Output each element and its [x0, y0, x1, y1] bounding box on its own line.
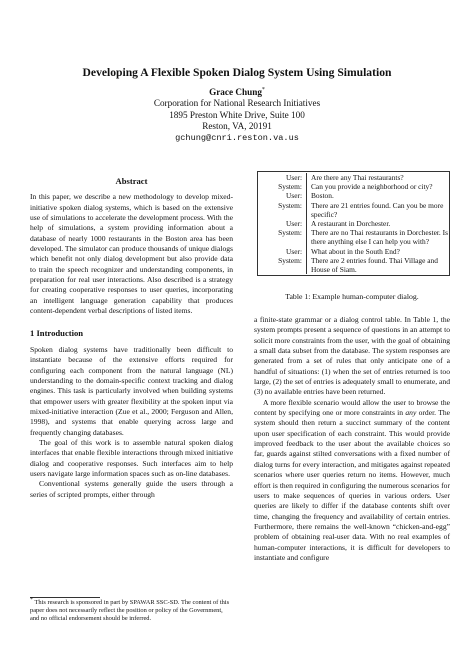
dialog-table-body	[258, 173, 449, 274]
dialog-speaker: System:	[258, 201, 307, 219]
dialog-table	[257, 171, 450, 276]
abstract-text: In this paper, we describe a new methodology to develop mixed-initiative spoken dialog systems, which is based on the extensive use of simulations to accelerate the development process. With the help of simulations, a system providing information about a database of nearly 1000 restaurants in the Boston area has been developed. The simulator can produce thousands of unique dialogs which benefit not only dialog development but also provide data to train the speech recognizer and understanding components, in preparation for real user interactions. Also described is a strategy for creating cooperative responses to user queries, incorporating an intelligent language generation capability that produces content-dependent verbal descriptions of listed items.	[30, 192, 233, 316]
dialog-row	[258, 173, 449, 182]
author-address-line2: Reston, VA, 20191	[202, 121, 272, 132]
right-paragraph-2	[254, 398, 450, 564]
dialog-speaker: System:	[258, 228, 307, 246]
dialog-speaker: User:	[258, 173, 307, 182]
abstract-heading: Abstract	[115, 176, 148, 186]
footnote-marker: *	[30, 596, 33, 603]
dialog-speaker: System:	[258, 256, 307, 274]
footnote-rule	[30, 597, 100, 598]
right-paragraph-2-emphasis: any	[405, 408, 417, 418]
dialog-row	[258, 256, 449, 274]
dialog-utterance: Can you provide a neighborhood or city?	[311, 182, 433, 192]
intro-paragraph-1: Spoken dialog systems have traditionally been difficult to instantiate because of the extensive efforts required for configuring each component from the natural language (NL) understanding to the domain-specific context tracking and dialog engines. This task is particularly involved when building systems that empower users with greater flexibility at the spoken input via mixed-initiative interaction (Zue et al., 2000; Ferguson and Allen, 1998), and systems that enable querying across large and frequently changing databases.	[30, 344, 233, 437]
dialog-speaker: User:	[258, 191, 307, 200]
dialog-row	[258, 201, 449, 219]
dialog-speaker: User:	[258, 247, 307, 256]
dialog-utterance: Boston.	[311, 191, 334, 201]
right-paragraph-1: a finite-state grammar or a dialog control table. In Table 1, the system prompts present a sequence of questions in an attempt to solicit more constraints from the user, with the goal of obtaining a small data subset from the database. The system responses are generated from a set of rules that only anticipate one of a handful of situations: (1) when the set of entries returned is too large, (2) the set of entries is adequately small to enumerate, and (3) no available entries have been returned.	[254, 315, 450, 397]
intro-paragraph-3: Conventional systems generally guide the users through a series of scripted prompts, either through	[30, 479, 233, 499]
author-name: Grace Chung	[209, 87, 262, 97]
paper-title: Developing A Flexible Spoken Dialog System Using Simulation	[82, 66, 392, 79]
author-footnote-marker: *	[261, 86, 265, 93]
author-address-line1: 1895 Preston White Drive, Suite 100	[169, 109, 305, 120]
intro-heading: 1 Introduction	[30, 328, 84, 339]
right-column	[254, 315, 450, 563]
intro-paragraph-2: The goal of this work is to assemble natural spoken dialog interfaces that enable flexible interactions through mixed initiative dialog and cooperative responses. Such interfaces aim to help users navigate large information spaces such as on-line databases.	[30, 437, 233, 478]
footnote	[30, 596, 233, 624]
dialog-utterance: Are there any Thai restaurants?	[311, 173, 404, 182]
dialog-row	[258, 182, 449, 191]
dialog-row	[258, 191, 449, 200]
dialog-utterance: There are no Thai restaurants in Dorchester. Is there anything else I can help you with?	[311, 228, 448, 247]
dialog-utterance: What about in the South End?	[311, 246, 400, 256]
dialog-speaker: System:	[258, 182, 307, 191]
dialog-utterance: A restaurant in Dorchester.	[311, 219, 391, 229]
left-column	[30, 176, 233, 500]
right-paragraph-2-part-b: order. The system should then return a succinct summary of the content upon user specification of each constraint. This would provide improved feedback to the user about the available choices so far, guards against stilted conversations with a fixed number of dialog turns for every interaction, and mitigates against repeated scenarios where user queries return no items. However, much effort is then required in configuring the numerous scenarios for users to make sequences of queries in various orders. User queries are likely to differ if the database contents shift over time, changing the frequency and availability of certain entries. Furthermore, there remains the well-known “chicken-and-egg” problem of obtaining real-user data. With no real examples of human-computer interactions, it is difficult for developers to instantiate and configure	[254, 408, 450, 562]
dialog-utterance: There are 2 entries found. Thai Village and House of Siam.	[311, 255, 438, 275]
dialog-row	[258, 219, 449, 228]
author-email: gchung@cnri.reston.va.us	[175, 132, 299, 143]
dialog-row	[258, 247, 449, 256]
dialog-speaker: User:	[258, 219, 307, 228]
author-block	[40, 87, 434, 144]
author-org: Corporation for National Research Initiatives	[153, 98, 321, 109]
dialog-row	[258, 228, 449, 246]
footnote-text: This research is sponsored in part by SPAWAR SSC-SD. The content of this paper does not necessarily reflect the position or policy of the Government, and no official endorsement should be inferred.	[30, 599, 230, 623]
table-caption: Table 1: Example human-computer dialog.	[285, 292, 419, 301]
right-paragraph-2-part-a: A more flexible scenario would allow the user to browse the content by specifying one or more constraints in	[254, 397, 450, 418]
dialog-utterance: There are 21 entries found. Can you be more specific?	[311, 200, 444, 219]
